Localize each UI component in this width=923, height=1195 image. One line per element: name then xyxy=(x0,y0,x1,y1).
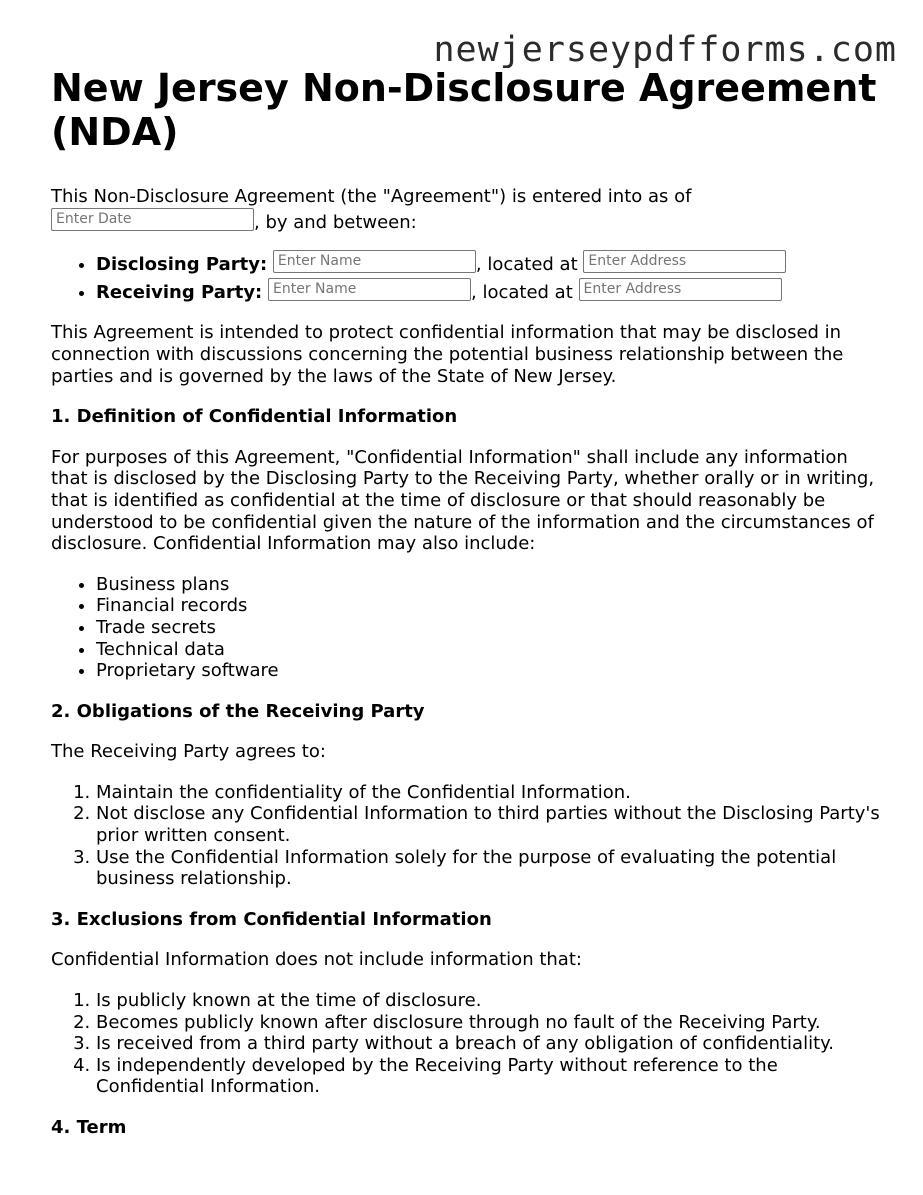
watermark: newjerseypdfforms.com xyxy=(433,30,897,70)
list-item: 2. Becomes publicly known after disclosure through no fault of the Receiving Party. xyxy=(96,1012,881,1034)
section-1-heading: 1. Definition of Confidential Information xyxy=(51,406,458,428)
party-receiving xyxy=(96,278,881,304)
list-item: • Proprietary software xyxy=(96,660,881,682)
page-title: New Jersey Non-Disclosure Agreement (NDA) xyxy=(51,66,877,154)
receiving-address-field[interactable]: Enter Address xyxy=(579,278,782,301)
section-3-list xyxy=(51,990,881,1098)
section-2-body: The Receiving Party agrees to: xyxy=(51,741,326,763)
intro-paragraph xyxy=(51,186,881,233)
party-label: Disclosing Party: xyxy=(96,254,268,276)
section-4-heading: 4. Term xyxy=(51,1117,127,1138)
list-item: 4. Is independently developed by the Receiving Party without reference to the Confidential Information. xyxy=(96,1055,881,1098)
disclosing-address-field[interactable]: Enter Address xyxy=(583,250,786,273)
date-field[interactable]: Enter Date xyxy=(51,208,254,231)
intro-text: This Non-Disclosure Agreement (the "Agreement") is entered into as of xyxy=(51,186,692,207)
located-text: , located at xyxy=(471,281,573,303)
list-item: 2. Not disclose any Confidential Information to third parties without the Disclosing Party's prior written consent. xyxy=(96,803,881,846)
located-text: , located at xyxy=(475,254,578,276)
party-disclosing xyxy=(96,250,881,276)
list-item: 1. Maintain the confidentiality of the Confidential Information. xyxy=(96,782,881,804)
document-body xyxy=(51,66,881,1139)
party-label: Receiving Party: xyxy=(96,281,263,303)
section-2-heading: 2. Obligations of the Receiving Party xyxy=(51,700,425,722)
purpose-paragraph: This Agreement is intended to protect confidential information that may be disclosed in connection with discussions concerning the potential business relationship between the parties and is governed by the laws of the State of New Jersey. xyxy=(51,322,844,387)
list-item: • Trade secrets xyxy=(96,617,881,639)
intro-text-after: , by and between: xyxy=(254,211,417,233)
disclosing-name-field[interactable]: Enter Name xyxy=(273,250,476,273)
list-item: 1. Is publicly known at the time of disclosure. xyxy=(96,990,881,1012)
list-item: 3. Use the Confidential Information solely for the purpose of evaluating the potential business relationship. xyxy=(96,847,881,890)
parties-list xyxy=(51,250,881,303)
section-1-list xyxy=(51,574,881,682)
list-item: 3. Is received from a third party without a breach of any obligation of confidentiality. xyxy=(96,1033,881,1055)
section-1-body: For purposes of this Agreement, "Confidential Information" shall include any information that is disclosed by the Disclosing Party to the Receiving Party, whether orally or in writing, that is identified as confidential at the time of disclosure or that should reasonably be understood to be confidential given the nature of the information and the circumstances of disclosure. Confidential Information may also include: xyxy=(51,446,875,555)
receiving-name-field[interactable]: Enter Name xyxy=(268,278,471,301)
list-item: • Business plans xyxy=(96,574,881,596)
list-item: • Technical data xyxy=(96,639,881,661)
section-2-list xyxy=(51,782,881,890)
list-item: • Financial records xyxy=(96,595,881,617)
section-3-body: Confidential Information does not include information that: xyxy=(51,949,582,971)
section-3-heading: 3. Exclusions from Confidential Information xyxy=(51,908,492,930)
